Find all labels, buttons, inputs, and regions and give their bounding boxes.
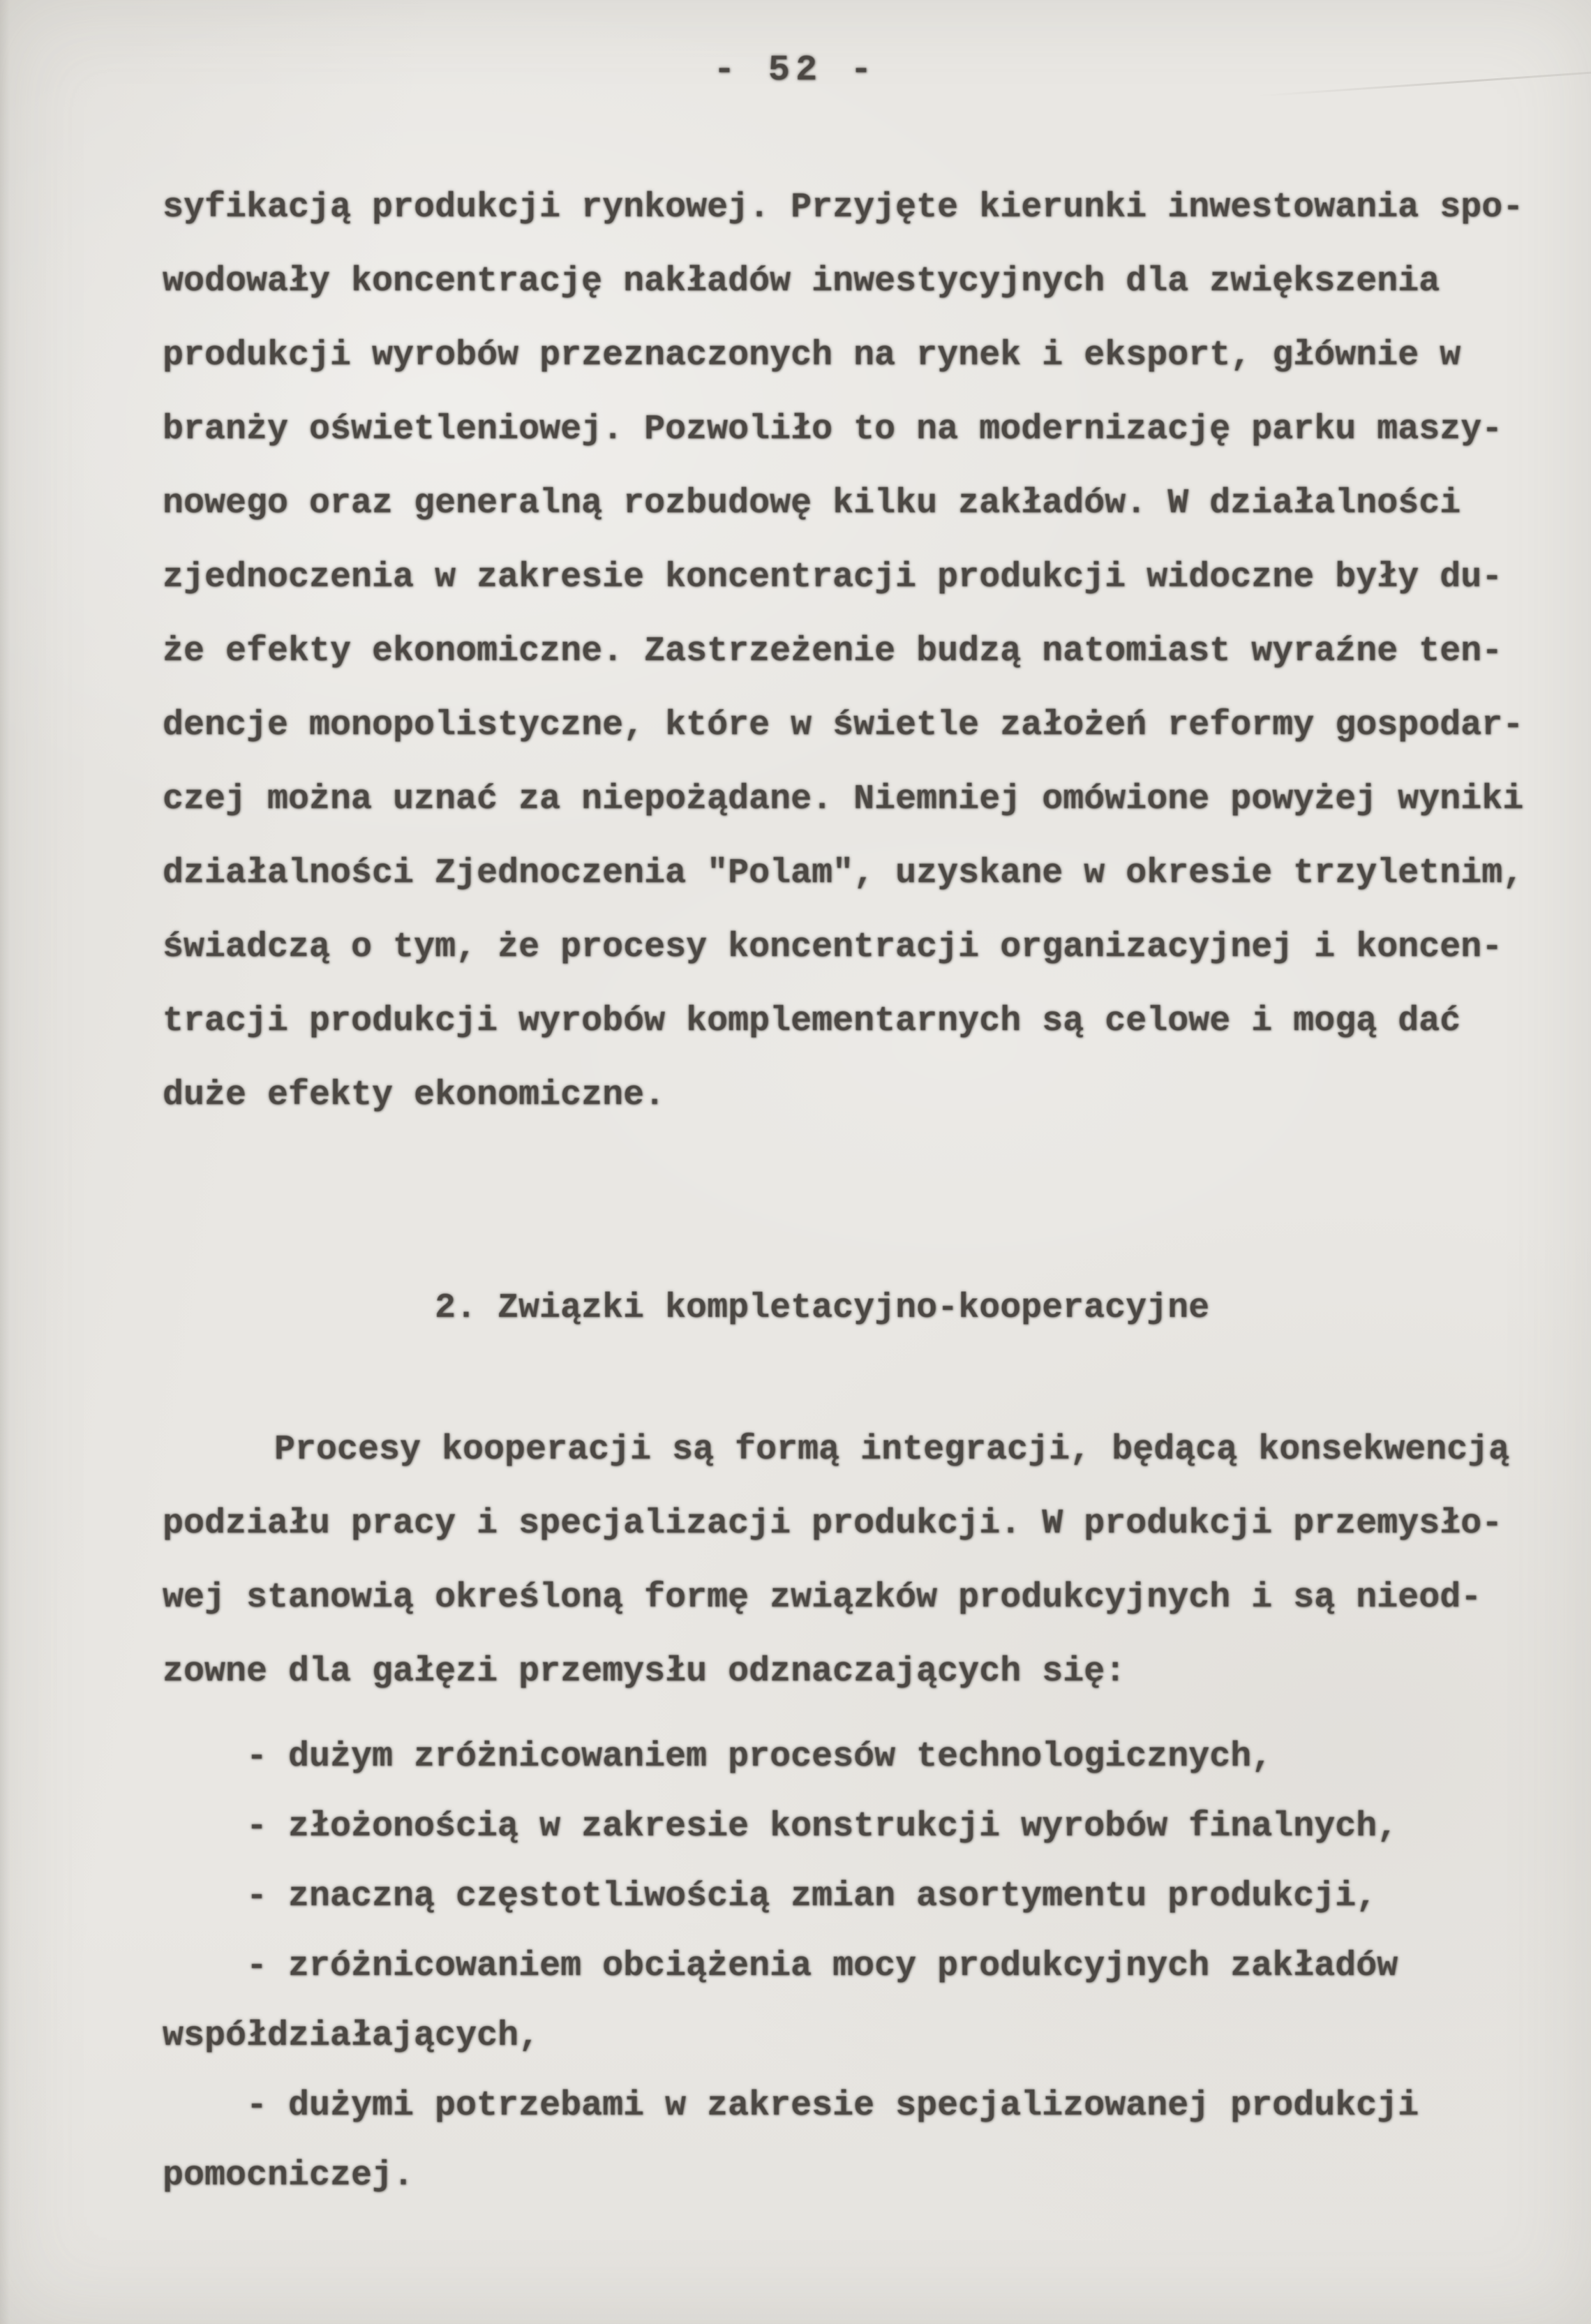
text-line: wodowały koncentrację nakładów inwestycyjnych dla zwiększenia [163, 262, 1440, 301]
text-line: - dużym zróżnicowaniem procesów technologicznych, [246, 1737, 1273, 1777]
text-line: współdziałających, [163, 2016, 540, 2056]
text-line: wej stanowią określoną formę związków produkcyjnych i są nieod- [163, 1578, 1482, 1618]
text-line: zowne dla gałęzi przemysłu odznaczających się: [163, 1652, 1126, 1692]
text-line: syfikacją produkcji rynkowej. Przyjęte kierunki inwestowania spo- [163, 188, 1524, 228]
text-line: podziału pracy i specjalizacji produkcji. W produkcji przemysło- [163, 1504, 1503, 1544]
text-line: pomocniczej. [163, 2156, 414, 2196]
text-line: - złożonością w zakresie konstrukcji wyrobów finalnych, [246, 1807, 1398, 1847]
section-heading: 2. Związki kompletacyjno-kooperacyjne [435, 1288, 1210, 1328]
text-line: że efekty ekonomiczne. Zastrzeżenie budzą natomiast wyraźne ten- [163, 632, 1503, 671]
text-line: czej można uznać za niepożądane. Niemniej omówione powyżej wyniki [163, 780, 1524, 819]
text-line: zjednoczenia w zakresie koncentracji produkcji widoczne były du- [163, 558, 1503, 597]
text-line: duże efekty ekonomiczne. [163, 1075, 666, 1115]
text-line: branży oświetleniowej. Pozwoliło to na modernizację parku maszy- [163, 410, 1503, 449]
paragraph-concentration-effects [163, 171, 1523, 1133]
text-line: produkcji wyrobów przeznaczonych na rynek i eksport, głównie w [163, 336, 1461, 375]
text-line: - dużymi potrzebami w zakresie specjalizowanej produkcji [246, 2086, 1419, 2126]
page-number: - 52 - [713, 50, 878, 91]
text-line: tracji produkcji wyrobów komplementarnych są celowe i mogą dać [163, 1001, 1461, 1041]
text-line: dencje monopolistyczne, które w świetle założeń reformy gospodar- [163, 706, 1524, 745]
paragraph-cooperation-intro [163, 1413, 1509, 1709]
bullet-list-industry-traits [163, 1722, 1419, 2211]
text-line: świadczą o tym, że procesy koncentracji organizacyjnej i koncen- [163, 928, 1503, 967]
text-line: - zróżnicowaniem obciążenia mocy produkcyjnych zakładów [246, 1946, 1398, 1986]
text-line: działalności Zjednoczenia "Polam", uzyskane w okresie trzyletnim, [163, 854, 1524, 893]
text-line: - znaczną częstotliwością zmian asortymentu produkcji, [246, 1877, 1377, 1916]
text-line: Procesy kooperacji są formą integracji, będącą konsekwencją [274, 1430, 1510, 1470]
text-line: nowego oraz generalną rozbudowę kilku zakładów. W działalności [163, 484, 1461, 523]
